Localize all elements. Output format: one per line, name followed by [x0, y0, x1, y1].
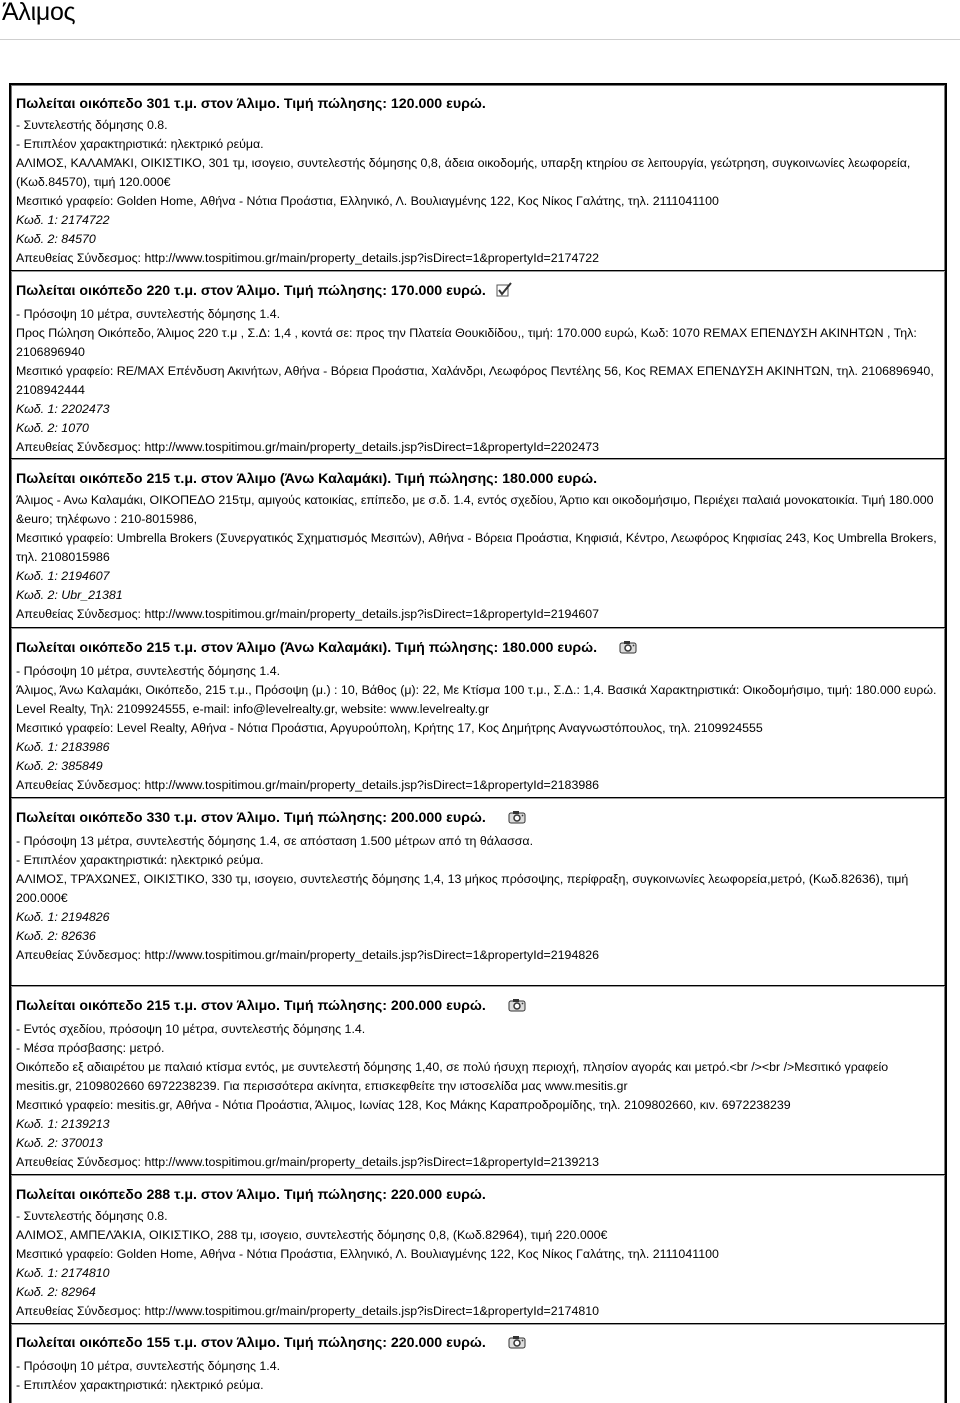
- listing-feature: - Πρόσοψη 10 μέτρα, συντελεστής δόμησης 1.4.: [16, 1359, 281, 1373]
- listing-separator: [11, 1174, 945, 1176]
- listing-direct-link[interactable]: Απευθείας Σύνδεσμος: http://www.tospitimou.gr/main/property_details.jsp?isDirect=1&propertyId=2194607: [16, 607, 600, 621]
- listing-feature: - Εντός σχεδίου, πρόσοψη 10 μέτρα, συντελεστής δόμησης 1.4.: [16, 1022, 366, 1036]
- listing-title: Πωλείται οικόπεδο 288 τ.μ. στον Άλιμο. Τιμή πώλησης: 220.000 ευρώ.: [16, 1187, 486, 1203]
- listing-code-2: Κωδ. 2: 1070: [16, 421, 89, 435]
- listing-4: [16, 809, 944, 965]
- listing-separator: [11, 985, 945, 987]
- listing-feature: - Πρόσοψη 13 μέτρα, συντελεστής δόμησης 1.4, σε απόσταση 1.500 μέτρων από τη θάλασσα.: [16, 834, 534, 848]
- listing-feature: - Πρόσοψη 10 μέτρα, συντελεστής δόμησης 1.4.: [16, 307, 281, 321]
- listing-description: ΑΛΙΜΟΣ, ΑΜΠΕΛΆΚΙΑ, ΟΙΚΙΣΤΙΚΟ, 288 τμ, ισογειο, συντελεστής δόμησης 0,8, (Κωδ.82964), τιμή 220.000€: [16, 1228, 608, 1242]
- listing-code-1: Κωδ. 1: 2174722: [16, 213, 110, 227]
- listing-title-row: [16, 639, 944, 660]
- listing-0: [16, 95, 944, 268]
- listing-agency: Μεσιτικό γραφείο: Umbrella Brokers (Συνεργατικός Σχηματισμός Μεσιτών), Αθήνα - Βόρεια Προάστια, Κηφισιά, Κέντρο, Λεωφόρος Κηφισίας 243, Κος Umbrella Brokers, τηλ. 2108015986: [16, 531, 937, 564]
- listing-direct-link[interactable]: Απευθείας Σύνδεσμος: http://www.tospitimou.gr/main/property_details.jsp?isDirect=1&propertyId=2194826: [16, 948, 600, 962]
- listing-description: Άλιμος - Ανω Καλαμάκι, ΟΙΚΟΠΕΔΟ 215τμ, αμιγούς κατοικίας, επίπεδο, με σ.δ. 1.4, εντός σχεδίου, Άρτιο και οικοδομήσιμο, Περιέχει παλαιά μονοκατοικία. Τιμή 180.000 &euro; τηλέφωνο : 210-8015986,: [16, 493, 934, 526]
- listing-direct-link[interactable]: Απευθείας Σύνδεσμος: http://www.tospitimou.gr/main/property_details.jsp?isDirect=1&propertyId=2174810: [16, 1304, 600, 1318]
- listing-agency: Μεσιτικό γραφείο: Golden Home, Αθήνα - Νότια Προάστια, Ελληνικό, Λ. Βουλιαγμένης 122, Κος Νίκος Γαλάτης, τηλ. 2111041100: [16, 194, 719, 208]
- listing-3: [16, 639, 944, 795]
- listing-separator: [11, 458, 945, 460]
- page-title: Άλιμος: [2, 0, 76, 26]
- listing-feature: - Επιπλέον χαρακτηριστικά: ηλεκτρικό ρεύμα.: [16, 137, 264, 151]
- listing-title: Πωλείται οικόπεδο 155 τ.μ. στον Άλιμο. Τιμή πώλησης: 220.000 ευρώ.: [16, 1335, 486, 1351]
- title-divider: [0, 39, 960, 40]
- listing-direct-link[interactable]: Απευθείας Σύνδεσμος: http://www.tospitimou.gr/main/property_details.jsp?isDirect=1&propertyId=2174722: [16, 251, 600, 265]
- camera-icon: [619, 641, 637, 660]
- listing-description: Προς Πώληση Οικόπεδο, Άλιμος 220 τ.μ , Σ.Δ: 1,4 , κοντά σε: προς την Πλατεία Θουκιδίδου,, τιμή: 170.000 ευρώ, Κωδ: 1070 REMAX ΕΠΕΝΔΥΣΗ ΑΚΙΝΗΤΩΝ , Τηλ: 2106896940: [16, 326, 917, 359]
- listing-description: ΑΛΙΜΟΣ, ΚΑΛΑΜΆΚΙ, ΟΙΚΙΣΤΙΚΟ, 301 τμ, ισογειο, συντελεστής δόμησης 0,8, άδεια οικοδομής, υπαρξη κτηρίου σε λειτουργία, γεώτρηση, συγκοινωνίες λεωφορεία, (Κωδ.84570), τιμή 120.000€: [16, 156, 911, 189]
- listing-title: Πωλείται οικόπεδο 215 τ.μ. στον Άλιμο (Άνω Καλαμάκι). Τιμή πώλησης: 180.000 ευρώ.: [16, 471, 598, 487]
- listing-direct-link[interactable]: Απευθείας Σύνδεσμος: http://www.tospitimou.gr/main/property_details.jsp?isDirect=1&propertyId=2202473: [16, 440, 600, 454]
- listing-2: [16, 470, 944, 624]
- listing-feature: - Επιπλέον χαρακτηριστικά: ηλεκτρικό ρεύμα.: [16, 853, 264, 867]
- listing-code-1: Κωδ. 1: 2183986: [16, 740, 110, 754]
- listing-feature: - Πρόσοψη 10 μέτρα, συντελεστής δόμησης 1.4.: [16, 664, 281, 678]
- listing-5: [16, 997, 944, 1172]
- camera-icon: [508, 1336, 526, 1355]
- listing-description: Οικόπεδο εξ αδιαιρέτου με παλαιό κτίσμα εντός, με συντελεστή δόμησης 1,40, σε πολύ ήσυχη περιοχή, πλησίον αγοράς και μετρό.<br /><br />Μεσιτικό γραφείο mesitis.gr, 2109802660 6972238239. Για περισσότερα ακίνητα, επισκεφθείτε την ιστοσελίδα μας www.mesitis.gr: [16, 1060, 889, 1093]
- listing-1: [16, 282, 944, 457]
- listing-code-1: Κωδ. 1: 2194607: [16, 569, 110, 583]
- listing-title: Πωλείται οικόπεδο 215 τ.μ. στον Άλιμο (Άνω Καλαμάκι). Τιμή πώλησης: 180.000 ευρώ.: [16, 640, 598, 656]
- listing-code-1: Κωδ. 1: 2202473: [16, 402, 110, 416]
- listing-separator: [11, 797, 945, 799]
- listing-agency: Μεσιτικό γραφείο: mesitis.gr, Αθήνα - Νότια Προάστια, Άλιμος, Ιωνίας 128, Κος Μάκης Καραπροδρομίδης, τηλ. 2109802660, κιν. 6972238239: [16, 1098, 791, 1112]
- listing-code-2: Κωδ. 2: 82964: [16, 1285, 96, 1299]
- listing-title: Πωλείται οικόπεδο 330 τ.μ. στον Άλιμο. Τιμή πώλησης: 200.000 ευρώ.: [16, 810, 486, 826]
- checkbox-icon: [496, 282, 512, 303]
- listing-title-row: [16, 282, 944, 303]
- listing-title: Πωλείται οικόπεδο 215 τ.μ. στον Άλιμο. Τιμή πώλησης: 200.000 ευρώ.: [16, 998, 486, 1014]
- listing-title-row: [16, 809, 944, 830]
- listing-description: ΑΛΙΜΟΣ, ΤΡΆΧΩΝΕΣ, ΟΙΚΙΣΤΙΚΟ, 330 τμ, ισογειο, συντελεστής δόμησης 1,4, 13 μήκος πρόσοψης, περίφραξη, συγκοινωνίες λεωφορεία,μετρό, (Κωδ.82636), τιμή 200.000€: [16, 872, 909, 905]
- listing-direct-link[interactable]: Απευθείας Σύνδεσμος: http://www.tospitimou.gr/main/property_details.jsp?isDirect=1&propertyId=2183986: [16, 778, 600, 792]
- listing-title-row: [16, 1334, 944, 1355]
- listing-feature: - Μέσα πρόσβασης: μετρό.: [16, 1041, 165, 1055]
- listing-code-1: Κωδ. 1: 2174810: [16, 1266, 110, 1280]
- listing-agency: Μεσιτικό γραφείο: RE/MAX Επένδυση Ακινήτων, Αθήνα - Βόρεια Προάστια, Χαλάνδρι, Λεωφόρος Πεντέλης 56, Κος REMAX ΕΠΕΝΔΥΣΗ ΑΚΙΝΗΤΩΝ, τηλ. 2106896940, 2108942444: [16, 364, 934, 397]
- listing-code-2: Κωδ. 2: 82636: [16, 929, 96, 943]
- listing-code-2: Κωδ. 2: 370013: [16, 1136, 103, 1150]
- listing-title: Πωλείται οικόπεδο 301 τ.μ. στον Άλιμο. Τιμή πώλησης: 120.000 ευρώ.: [16, 96, 486, 112]
- camera-icon: [508, 999, 526, 1018]
- listing-feature: - Συντελεστής δόμησης 0.8.: [16, 118, 168, 132]
- listing-6: [16, 1186, 944, 1321]
- listing-separator: [11, 270, 945, 272]
- listing-title-row: [16, 997, 944, 1018]
- listing-code-1: Κωδ. 1: 2194826: [16, 910, 110, 924]
- listing-feature: - Συντελεστής δόμησης 0.8.: [16, 1209, 168, 1223]
- listing-separator: [11, 1323, 945, 1325]
- listing-agency: Μεσιτικό γραφείο: Level Realty, Αθήνα - Νότια Προάστια, Αργυρούπολη, Κρήτης 17, Κος Δημήτρης Αναγνωστόπουλος, τηλ. 2109924555: [16, 721, 763, 735]
- listing-code-2: Κωδ. 2: Ubr_21381: [16, 588, 123, 602]
- listing-feature: - Επιπλέον χαρακτηριστικά: ηλεκτρικό ρεύμα.: [16, 1378, 264, 1392]
- camera-icon: [508, 811, 526, 830]
- listing-code-2: Κωδ. 2: 84570: [16, 232, 96, 246]
- listing-7: [16, 1334, 944, 1395]
- listing-direct-link[interactable]: Απευθείας Σύνδεσμος: http://www.tospitimou.gr/main/property_details.jsp?isDirect=1&propertyId=2139213: [16, 1155, 600, 1169]
- listing-description: Άλιμος, Άνω Καλαμάκι, Οικόπεδο, 215 τ.μ., Πρόσοψη (μ.) : 10, Βάθος (μ): 22, Με Κτίσμα 100 τ.μ., Σ.Δ.: 1,4. Βασικά Χαρακτηριστικά: Οικοδομήσιμο, τιμή: 180.000 ευρώ. Level Realty, Τηλ: 2109924555, e-mail: info@levelrealty.gr, website: www.levelrealty.gr: [16, 683, 937, 716]
- listing-code-1: Κωδ. 1: 2139213: [16, 1117, 110, 1131]
- listing-agency: Μεσιτικό γραφείο: Golden Home, Αθήνα - Νότια Προάστια, Ελληνικό, Λ. Βουλιαγμένης 122, Κος Νίκος Γαλάτης, τηλ. 2111041100: [16, 1247, 719, 1261]
- listing-separator: [11, 627, 945, 629]
- listing-title: Πωλείται οικόπεδο 220 τ.μ. στον Άλιμο. Τιμή πώλησης: 170.000 ευρώ.: [16, 283, 486, 299]
- listing-code-2: Κωδ. 2: 385849: [16, 759, 103, 773]
